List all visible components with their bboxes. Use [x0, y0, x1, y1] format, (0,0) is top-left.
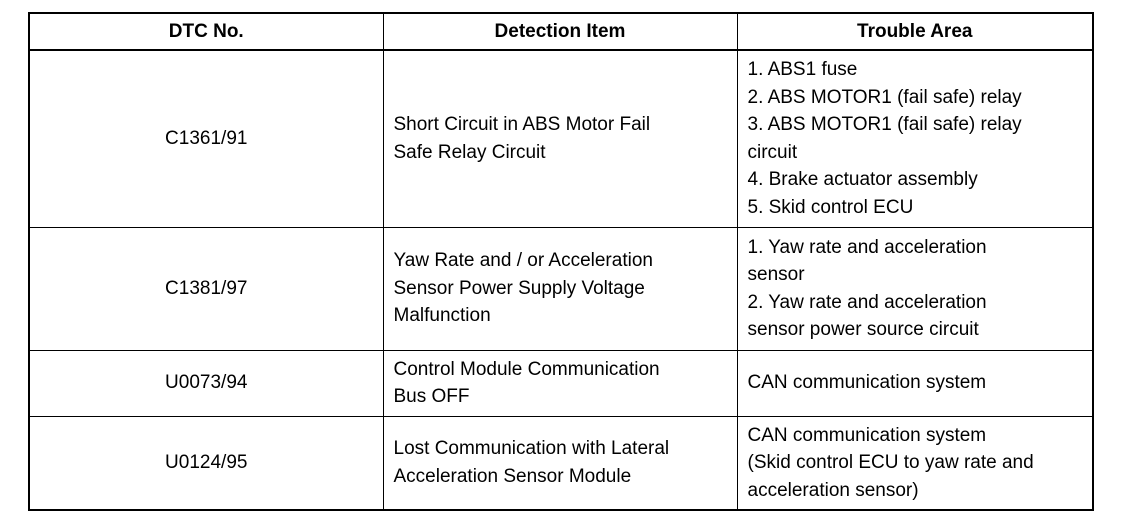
trouble-area-line: 1. ABS1 fuse	[747, 59, 858, 81]
trouble-area-line: 1. Yaw rate and acceleration	[747, 236, 987, 258]
trouble-area-line: 3. ABS MOTOR1 (fail safe) relay	[747, 114, 1022, 136]
detection-item-cell	[383, 50, 737, 227]
table-row	[29, 50, 1093, 227]
trouble-area-line: acceleration sensor)	[747, 479, 919, 501]
dtc-code-cell: U0124/95	[29, 416, 383, 510]
detection-item-cell	[383, 350, 737, 416]
detection-item-line: Control Module Communication	[393, 358, 660, 380]
dtc-table	[28, 12, 1094, 511]
trouble-area-line: sensor	[747, 264, 805, 285]
dtc-code-cell: U0073/94	[29, 350, 383, 416]
dtc-code-cell: C1381/97	[29, 227, 383, 350]
trouble-area-line: 2. ABS MOTOR1 (fail safe) relay	[747, 86, 1022, 108]
table-row	[29, 227, 1093, 350]
detection-item-line: Acceleration Sensor Module	[393, 465, 632, 487]
trouble-area-line: (Skid control ECU to yaw rate and	[747, 452, 1034, 473]
trouble-area-cell	[737, 50, 1093, 227]
trouble-area-cell	[737, 416, 1093, 510]
table-header	[29, 13, 1093, 50]
trouble-area-line: 4. Brake actuator assembly	[747, 169, 978, 191]
detection-item-line: Yaw Rate and / or Acceleration	[393, 250, 653, 272]
detection-item-line: Bus OFF	[393, 386, 470, 407]
detection-item-line: Lost Communication with Lateral	[393, 438, 670, 460]
trouble-area-line: 2. Yaw rate and acceleration	[747, 291, 987, 313]
trouble-area-line: 5. Skid control ECU	[747, 196, 914, 218]
trouble-area-cell	[737, 350, 1093, 416]
header-dtc-no: DTC No.	[29, 13, 383, 50]
trouble-area-line: circuit	[747, 141, 798, 163]
detection-item-cell	[383, 227, 737, 350]
detection-item-line: Short Circuit in ABS Motor Fail	[393, 114, 651, 136]
trouble-area-line: sensor power source circuit	[747, 319, 979, 340]
dtc-code-cell: C1361/91	[29, 50, 383, 227]
header-row	[29, 13, 1093, 50]
detection-item-cell	[383, 416, 737, 510]
header-detection-item: Detection Item	[383, 13, 737, 50]
table-row	[29, 350, 1093, 416]
trouble-area-cell	[737, 227, 1093, 350]
table-body	[29, 50, 1093, 510]
detection-item-line: Sensor Power Supply Voltage	[393, 277, 645, 299]
detection-item-line: Safe Relay Circuit	[393, 141, 546, 163]
trouble-area-line: CAN communication system	[747, 372, 987, 394]
trouble-area-line: CAN communication system	[747, 424, 987, 446]
table-row	[29, 416, 1093, 510]
detection-item-line: Malfunction	[393, 305, 491, 327]
header-trouble-area: Trouble Area	[737, 13, 1093, 50]
